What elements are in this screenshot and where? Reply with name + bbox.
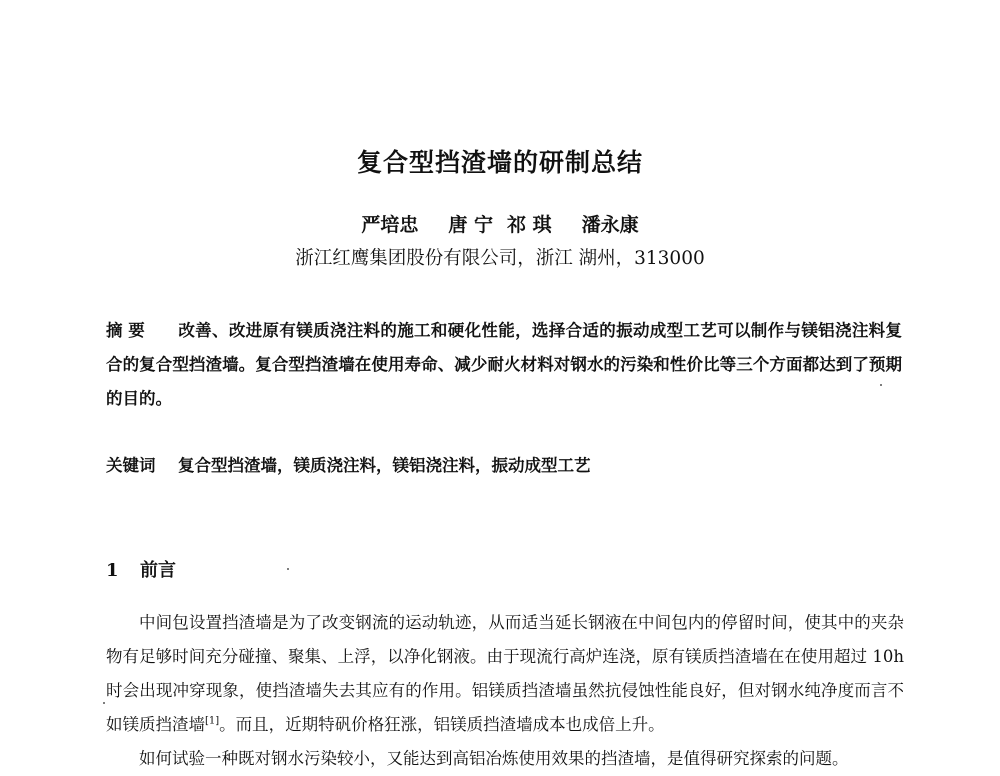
keywords xyxy=(106,452,902,476)
paragraph-text: 中间包设置挡渣墙是为了改变钢流的运动轨迹，从而适当延长钢液在中间包内的停留时间，使其中的夹杂物有足够时间充分碰撞、聚集、上浮，以净化钢液。由于现流行高炉连浇，原有镁质挡渣墙在在使用超过 10h 时会出现冲穿现象，使挡渣墙失去其应有的作用。铝镁质挡渣墙虽然抗侵蚀性能良好，但对钢水纯净度而言不如镁质挡渣墙 xyxy=(106,613,904,734)
citation-ref: [1] xyxy=(205,715,220,727)
body-text xyxy=(106,606,904,776)
keywords-label: 关键词 xyxy=(106,456,156,475)
abstract-label: 摘 要 xyxy=(106,321,145,340)
scan-speck xyxy=(880,384,882,386)
section-title: 前言 xyxy=(140,560,176,581)
scan-speck xyxy=(287,568,289,570)
scan-speck xyxy=(103,702,105,704)
author-name: 祁 琪 xyxy=(507,214,552,236)
author-name: 唐 宁 xyxy=(448,214,493,236)
section-number: 1 xyxy=(106,560,119,581)
affiliation: 浙江红鹰集团股份有限公司，浙江 湖州，313000 xyxy=(295,248,705,269)
paragraph-text: 。而且，近期特矾价格狂涨，铝镁质挡渣墙成本也成倍上升。 xyxy=(219,715,665,734)
author-name: 严培忠 xyxy=(361,214,419,236)
keywords-text: 复合型挡渣墙，镁质浇注料，镁铝浇注料，振动成型工艺 xyxy=(178,456,591,475)
author-list xyxy=(0,210,1000,237)
author-name: 潘永康 xyxy=(581,214,639,236)
section-heading xyxy=(106,556,176,582)
abstract-text: 改善、改进原有镁质浇注料的施工和硬化性能，选择合适的振动成型工艺可以制作与镁铝浇注料复合的复合型挡渣墙。复合型挡渣墙在使用寿命、减少耐火材料对钢水的污染和性价比等三个方面都达到了预期的目的。 xyxy=(106,321,902,408)
abstract xyxy=(106,314,902,416)
paragraph xyxy=(106,742,904,776)
paragraph xyxy=(106,606,904,742)
paper-title: 复合型挡渣墙的研制总结 xyxy=(356,148,643,177)
paragraph-text: 如何试验一种既对钢水污染较小，又能达到高铝冶炼使用效果的挡渣墙，是值得研究探索的问题。 xyxy=(139,749,849,768)
